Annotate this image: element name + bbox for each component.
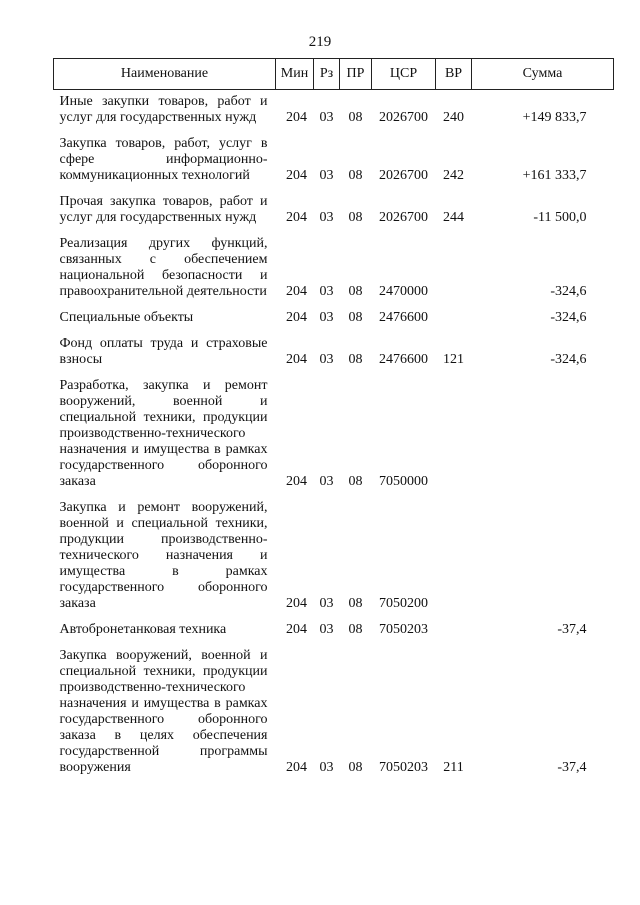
row-min: 204 [286, 352, 307, 367]
header-vr: ВР [436, 59, 472, 90]
row-min: 204 [286, 110, 307, 125]
row-sum: +149 833,7 [522, 110, 587, 125]
row-min: 204 [286, 310, 307, 325]
table-header-row [54, 59, 614, 90]
budget-table [53, 58, 614, 782]
row-rz: 03 [319, 168, 334, 183]
table-row [54, 132, 614, 190]
row-name: Иные закупки товаров, работ и услуг для государственных нужд [59, 94, 268, 125]
row-csr: 7050200 [379, 596, 428, 611]
header-pr: ПР [340, 59, 372, 90]
row-rz: 03 [319, 284, 334, 299]
row-csr: 2470000 [379, 284, 428, 299]
row-vr: 240 [443, 110, 464, 125]
table-row [54, 496, 614, 618]
row-rz: 03 [319, 310, 334, 325]
row-csr: 7050203 [379, 622, 428, 637]
row-name: Фонд оплаты труда и страховые взносы [59, 336, 268, 367]
row-min: 204 [286, 168, 307, 183]
row-min: 204 [286, 284, 307, 299]
row-pr: 08 [348, 168, 363, 183]
row-sum: +161 333,7 [522, 168, 587, 183]
row-csr: 2026700 [379, 110, 428, 125]
row-sum: -324,6 [550, 310, 587, 325]
table-row [54, 332, 614, 374]
row-rz: 03 [319, 622, 334, 637]
row-sum [472, 374, 614, 496]
row-rz: 03 [319, 474, 334, 489]
row-pr: 08 [348, 352, 363, 367]
row-vr [436, 232, 472, 306]
row-sum: -324,6 [550, 284, 587, 299]
row-vr [436, 618, 472, 644]
header-sum: Сумма [472, 59, 614, 90]
row-sum [472, 496, 614, 618]
table-row [54, 306, 614, 332]
row-name: Закупка товаров, работ, услуг в сфере информационно-коммуникационных технологий [59, 136, 268, 183]
row-csr: 7050203 [379, 760, 428, 775]
row-sum: -324,6 [550, 352, 587, 367]
row-vr [436, 374, 472, 496]
table-row [54, 90, 614, 133]
row-pr: 08 [348, 284, 363, 299]
header-rz: Рз [314, 59, 340, 90]
table-row [54, 190, 614, 232]
row-sum: -11 500,0 [533, 210, 587, 225]
row-rz: 03 [319, 352, 334, 367]
row-csr: 2476600 [379, 352, 428, 367]
row-pr: 08 [348, 760, 363, 775]
row-csr: 2026700 [379, 168, 428, 183]
row-name: Автобронетанковая техника [59, 622, 227, 637]
table-row [54, 374, 614, 496]
table-row [54, 644, 614, 782]
row-pr: 08 [348, 110, 363, 125]
row-min: 204 [286, 596, 307, 611]
row-vr: 244 [443, 210, 464, 225]
row-name: Прочая закупка товаров, работ и услуг для государственных нужд [59, 194, 268, 225]
table-row [54, 232, 614, 306]
row-min: 204 [286, 474, 307, 489]
table-row [54, 618, 614, 644]
row-name: Закупка вооружений, военной и специальной техники, продукции производственно-технического назначения и имущества в рамках государственного оборонного заказа в целях обеспечения государственной программы вооружения [59, 648, 268, 775]
row-pr: 08 [348, 474, 363, 489]
row-pr: 08 [348, 596, 363, 611]
row-csr: 2476600 [379, 310, 428, 325]
row-vr: 121 [443, 352, 464, 367]
header-csr: ЦСР [372, 59, 436, 90]
row-name: Реализация других функций, связанных с обеспечением национальной безопасности и правоохранительной деятельности [59, 236, 268, 299]
row-csr: 2026700 [379, 210, 428, 225]
row-csr: 7050000 [379, 474, 428, 489]
row-name: Закупка и ремонт вооружений, военной и специальной техники, продукции производственно-технического назначения и имущества в рамках государственного оборонного заказа [59, 500, 268, 611]
row-rz: 03 [319, 210, 334, 225]
row-rz: 03 [319, 760, 334, 775]
row-sum: -37,4 [557, 622, 587, 637]
row-rz: 03 [319, 110, 334, 125]
row-pr: 08 [348, 310, 363, 325]
row-sum: -37,4 [557, 760, 587, 775]
row-min: 204 [286, 760, 307, 775]
header-name: Наименование [54, 59, 276, 90]
row-pr: 08 [348, 210, 363, 225]
row-vr: 242 [443, 168, 464, 183]
row-pr: 08 [348, 622, 363, 637]
header-min: Мин [276, 59, 314, 90]
row-name: Разработка, закупка и ремонт вооружений, военной и специальной техники, продукции производственно-технического назначения и имущества в рамках государственного оборонного заказа [59, 378, 268, 489]
row-min: 204 [286, 622, 307, 637]
page-number: 219 [308, 34, 332, 50]
row-name: Специальные объекты [59, 310, 194, 325]
row-min: 204 [286, 210, 307, 225]
row-vr [436, 496, 472, 618]
row-vr: 211 [443, 760, 464, 775]
row-vr [436, 306, 472, 332]
row-rz: 03 [319, 596, 334, 611]
